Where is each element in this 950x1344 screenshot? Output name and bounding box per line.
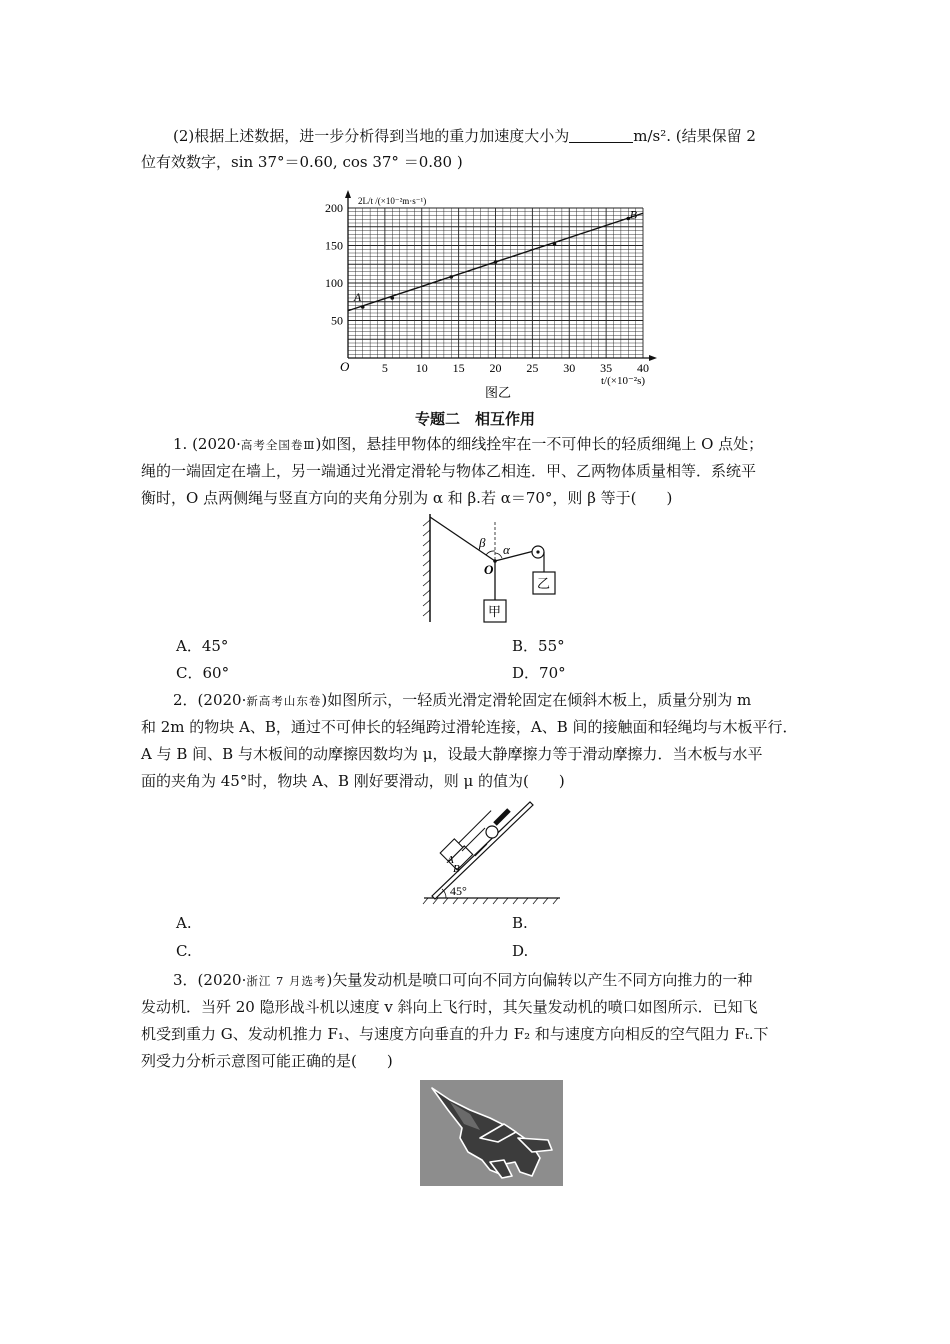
q1-option-d[interactable]: D．70° [512, 664, 566, 682]
q1-line2: 绳的一端固定在墙上，另一端通过光滑定滑轮与物体乙相连．甲、乙两物体质量相等．系统平 [141, 462, 757, 480]
q2-line4: 面的夹角为 45°时，物块 A、B 刚好要滑动，则 μ 的值为( ) [141, 772, 565, 790]
q2-option-d[interactable]: D. [512, 942, 529, 960]
chart-grid [348, 208, 643, 358]
q1-option-a[interactable]: A．45° [176, 637, 229, 655]
x-axis-label: t/(×10⁻²s) [601, 375, 646, 387]
o-point-label: O [484, 562, 494, 577]
q2-figure [420, 800, 565, 905]
q3-source: 浙江 7 月选考 [246, 974, 327, 988]
q3-line2: 发动机．当歼 20 隐形战斗机以速度 v 斜向上飞行时，其矢量发动机的喷口如图所示．已知飞 [141, 998, 758, 1016]
q-prev-line1 [141, 126, 821, 146]
block-b-label: B [453, 863, 460, 875]
block-jia-label: 甲 [488, 604, 502, 619]
x-tick-label: 15 [452, 361, 465, 375]
point-b-label: B [629, 207, 638, 222]
data-point [494, 260, 498, 264]
q1-figure [420, 512, 570, 627]
q1-number: 1. (2020· [173, 435, 241, 453]
data-point [553, 242, 557, 246]
x-tick-label: 25 [526, 361, 539, 375]
q1-line1 [141, 434, 821, 455]
block-a-label: A [447, 854, 454, 866]
x-axis-arrow [649, 355, 657, 361]
q2-option-b[interactable]: B. [512, 914, 528, 932]
fighter-jet-image [420, 1080, 563, 1186]
angle-label: 45° [450, 884, 467, 898]
graph-yi [318, 186, 668, 398]
q-prev-line2: 位有效数字，sin 37°＝0.60, cos 37° ＝0.80 ) [141, 153, 463, 171]
block-yi-label: 乙 [537, 576, 551, 591]
x-tick-label: 10 [415, 361, 428, 375]
q-prev-text-a: (2)根据上述数据，进一步分析得到当地的重力加速度大小为 [173, 127, 570, 145]
q3-line3: 机受到重力 G、发动机推力 F₁、与速度方向垂直的升力 F₂ 和与速度方向相反的空气阻力 Fₜ.下 [141, 1025, 769, 1043]
q1-option-b[interactable]: B．55° [512, 637, 565, 655]
q2-source: 新高考山东卷 [246, 694, 322, 708]
data-point [361, 305, 365, 309]
q1-option-c[interactable]: C．60° [176, 664, 230, 682]
q2-option-c[interactable]: C. [176, 942, 192, 960]
x-tick-label: 30 [563, 361, 576, 375]
section-title: 专题二 相互作用 [414, 410, 535, 428]
q3-line1 [141, 970, 821, 991]
y-axis-arrow [345, 190, 351, 198]
q2-line3: A 与 B 间、B 与木板间的动摩擦因数均为 μ，设最大静摩擦力等于滑动摩擦力．当木板与水平 [141, 745, 763, 763]
q2-text: )如图所示，一轻质光滑定滑轮固定在倾斜木板上，质量分别为 m [321, 691, 752, 709]
origin-label: O [340, 359, 350, 374]
x-tick-label: 20 [489, 361, 502, 375]
q2-option-a[interactable]: A. [176, 914, 192, 932]
y-tick-label: 150 [325, 238, 343, 253]
data-point [449, 275, 453, 279]
q2-line1 [141, 690, 821, 711]
point-a-label: A [353, 290, 362, 304]
y-axis-label: 2L/t /(×10⁻²m·s⁻¹) [358, 196, 427, 206]
q1-text: )如图，悬挂甲物体的细线拴牢在一不可伸长的轻质细绳上 O 点处； [315, 435, 764, 453]
y-tick-label: 200 [325, 201, 343, 215]
beta-label: β [479, 535, 486, 550]
q2-number: 2．(2020· [173, 691, 247, 709]
q3-line4: 列受力分析示意图可能正确的是( ) [141, 1052, 393, 1070]
y-tick-label: 50 [331, 313, 343, 328]
data-point [390, 296, 394, 300]
figure-caption: 图乙 [485, 385, 512, 398]
answer-blank [569, 128, 633, 143]
x-tick-label: 40 [637, 361, 649, 375]
alpha-label: α [503, 542, 510, 557]
q-prev-text-b: m/s². (结果保留 2 [633, 127, 756, 145]
x-tick-label: 5 [381, 361, 388, 375]
q3-text: )矢量发动机是喷口可向不同方向偏转以产生不同方向推力的一种 [326, 971, 753, 989]
q1-line3: 衡时，O 点两侧绳与竖直方向的夹角分别为 α 和 β.若 α＝70°，则 β 等于( ) [141, 489, 673, 507]
q3-number: 3．(2020· [173, 971, 247, 989]
q2-line2: 和 2m 的物块 A、B，通过不可伸长的轻绳跨过滑轮连接，A、B 间的接触面和轻绳均与木板平行． [141, 718, 798, 736]
q1-source: 高考全国卷Ⅲ [240, 438, 316, 452]
y-tick-label: 100 [325, 276, 343, 290]
x-tick-label: 35 [600, 361, 613, 375]
